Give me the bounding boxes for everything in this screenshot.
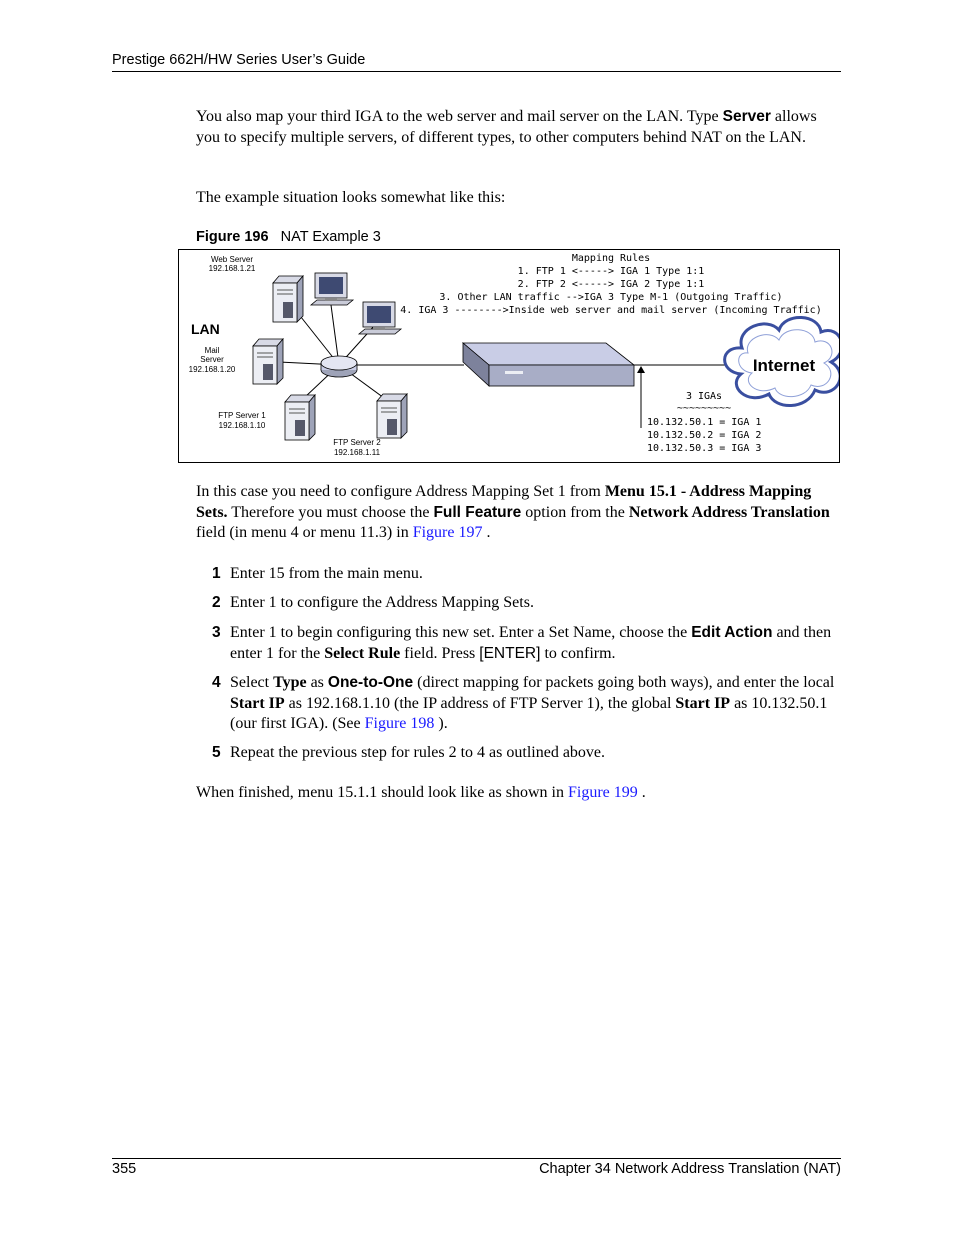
- mail-server-ip: 192.168.1.20: [188, 365, 236, 374]
- workstation-icon-2: [359, 302, 401, 334]
- header-rule: [112, 71, 841, 72]
- ftp-server-1-icon: [285, 395, 315, 440]
- mapping-rule: 4. IGA 3 -------->Inside web server and mail server (Incoming Traffic): [400, 305, 822, 316]
- mail-server-label-2: Server: [200, 355, 224, 364]
- figure-199-link[interactable]: Figure 199: [567, 784, 638, 801]
- iga-list: [647, 391, 761, 454]
- workstation-icon-1: [311, 273, 353, 305]
- page-number: 355: [112, 1161, 137, 1177]
- web-server-icon: [273, 276, 303, 322]
- intro-paragraph: You also map your third IGA to the web server and mail server on the LAN. Type Server allows you to specify multiple servers, of different types, to other computers behind NAT on the LAN.: [196, 108, 817, 146]
- mail-server-icon: [253, 339, 283, 384]
- iga-entry: 10.132.50.2 = IGA 2: [647, 430, 762, 441]
- lan-label: LAN: [191, 321, 220, 337]
- chapter-title: Chapter 34 Network Address Translation (NAT): [539, 1161, 841, 1177]
- iga-entry: 10.132.50.1 = IGA 1: [647, 417, 762, 428]
- intro-example-line: The example situation looks somewhat like this:: [196, 189, 506, 206]
- nat-example-figure: [178, 249, 840, 463]
- igas-title: 3 IGAs: [685, 391, 723, 402]
- mapping-rule: 3. Other LAN traffic -->IGA 3 Type M-1 (Outgoing Traffic): [439, 292, 783, 303]
- hub-icon: [321, 356, 357, 377]
- closing-paragraph: When finished, menu 15.1.1 should look like as shown in Figure 199 .: [196, 784, 646, 801]
- mapping-rules-title: Mapping Rules: [571, 253, 651, 264]
- configuration-paragraph: In this case you need to configure Address Mapping Set 1 from Menu 15.1 - Address Mapping Sets. Therefore you must choose the Full Feature option from the Network Address Translation field (in menu 4 or menu 11.3) in Figure 197 .: [196, 483, 830, 541]
- internet-label: Internet: [752, 356, 816, 375]
- footer-rule: [112, 1158, 841, 1159]
- mapping-rule: 1. FTP 1 <-----> IGA 1 Type 1:1: [517, 266, 705, 277]
- mail-server-label-1: Mail: [204, 346, 220, 355]
- ftp-server-1-ip: 192.168.1.10: [218, 421, 266, 430]
- web-server-label: Web Server: [210, 255, 254, 264]
- mapping-rules: [400, 253, 821, 316]
- ftp-server-2-icon: [377, 394, 407, 438]
- ftp-server-2-ip: 192.168.1.11: [333, 448, 381, 457]
- igas-divider: ~~~~~~~~~: [676, 403, 732, 414]
- iga-entry: 10.132.50.3 = IGA 3: [647, 443, 762, 454]
- iga-arrow: [637, 366, 645, 428]
- web-server-ip: 192.168.1.21: [208, 264, 256, 273]
- figure-caption: Figure 196 NAT Example 3: [196, 229, 381, 245]
- figure-198-link[interactable]: Figure 198: [364, 715, 435, 732]
- header-title: Prestige 662H/HW Series User’s Guide: [112, 52, 366, 68]
- ftp-server-1-label: FTP Server 1: [218, 411, 266, 420]
- router-icon: [463, 343, 634, 386]
- ftp-server-2-label: FTP Server 2: [333, 438, 381, 447]
- figure-197-link[interactable]: Figure 197: [412, 524, 483, 541]
- mapping-rule: 2. FTP 2 <-----> IGA 2 Type 1:1: [517, 279, 705, 290]
